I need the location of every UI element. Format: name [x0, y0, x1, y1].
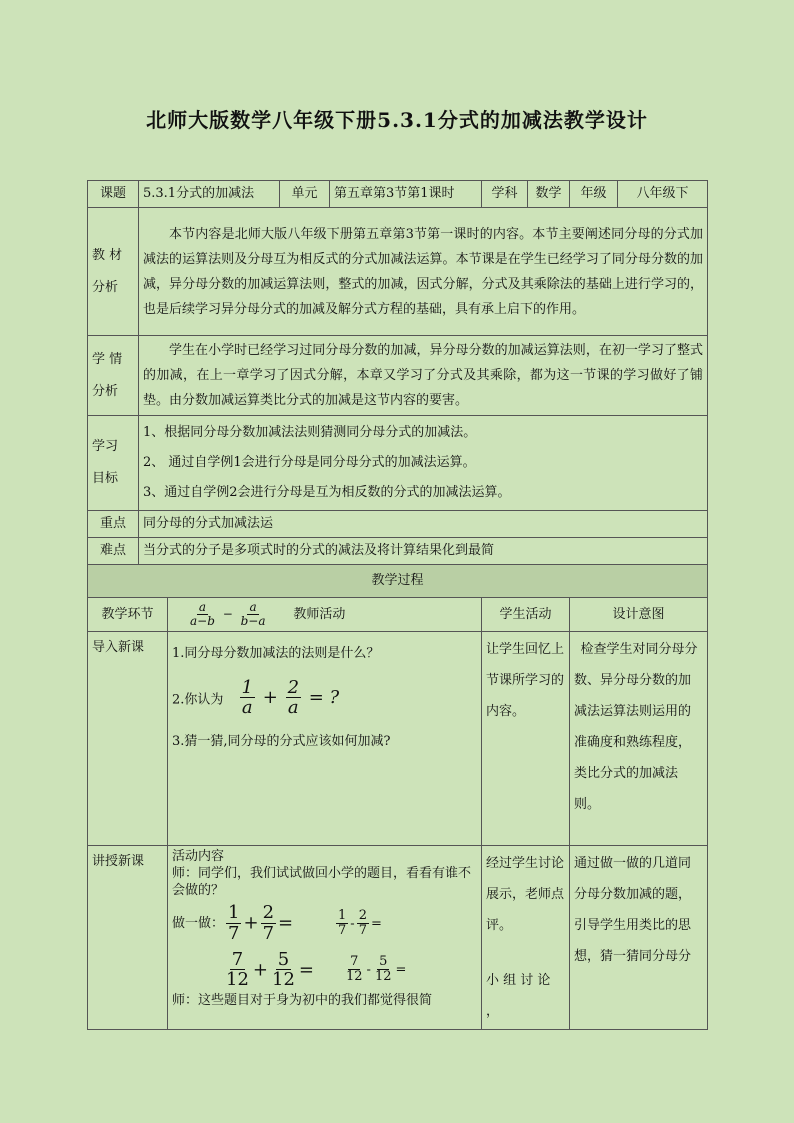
ex2-n2: 2: [358, 907, 367, 923]
difficulty-text: 当分式的分子是多项式时的分式的减法及将计算结果化到最简: [139, 538, 708, 565]
header-formula-left-num: a: [198, 599, 207, 614]
ex1-eq: =: [278, 912, 294, 934]
exercise-row-1: [172, 903, 477, 944]
intro-intent: 检查学生对同分母分数、异分母分数的加减法运算法则运用的准确度和熟练程度，类比分式的加减法则。: [570, 632, 708, 846]
subject-label: 学科: [482, 181, 528, 208]
col-intent-header: 设计意图: [570, 598, 708, 632]
grade-value: 八年级下: [618, 181, 708, 208]
unit-label: 单元: [280, 181, 330, 208]
col-teacher-label: 教师活动: [293, 607, 346, 622]
exercise-2: [334, 909, 382, 939]
topic-value: 5.3.1分式的加减法: [139, 181, 280, 208]
key-point-text: 同分母的分式加减法运: [139, 511, 708, 538]
grade-label: 年级: [570, 181, 618, 208]
ex4-n2: 5: [379, 954, 388, 970]
intro-row: [88, 632, 708, 846]
col-student-header: 学生活动: [482, 598, 570, 632]
ex2-d2: 7: [358, 922, 367, 938]
exercise-4: [342, 955, 406, 985]
intro-q3: 3.猜一猜,同分母的分式应该如何加减?: [172, 734, 391, 750]
ex3-d2: 12: [272, 969, 295, 991]
topic-label: 课题: [88, 181, 139, 208]
intro-stage: 导入新课: [88, 632, 168, 846]
ex3-n1: 7: [231, 948, 244, 970]
objectives-label-line2: 目标: [92, 471, 119, 486]
ex4-op: -: [366, 962, 371, 978]
process-band-row: [88, 565, 708, 598]
ex1-d1: 7: [228, 922, 240, 944]
subject-value: 数学: [528, 181, 570, 208]
ex2-eq: =: [370, 915, 382, 931]
textbook-label-line2: 分析: [92, 279, 119, 295]
key-point-row: [88, 511, 708, 538]
new-lesson-row: [88, 846, 708, 1030]
q2-tail: = ?: [308, 686, 340, 708]
learner-label-line1: 学 情: [92, 351, 123, 367]
process-band-title: 教学过程: [88, 565, 708, 598]
header-formula-left-den: a−b: [190, 614, 215, 628]
new-lesson-teacher-cell: [168, 846, 482, 1030]
header-formula: [186, 599, 273, 628]
intro-teacher-cell: [168, 632, 482, 846]
try-label: 做一做：: [172, 915, 225, 931]
exercise-1: [224, 903, 334, 944]
ex1-n2: 2: [262, 902, 275, 923]
teacher-tail: 师：这些题目对于身为初中的我们都觉得很简: [172, 993, 433, 1009]
ex2-n1: 1: [338, 907, 347, 923]
learner-analysis-text: 学生在小学时已经学习过同分母分数的加减，异分母分数的加减运算法则，在初一学习了整式的加减，在上一章学习了因式分解，本章又学习了分式及其乘除，都为这一节课的学习做好了铺垫。由分数加减运算类比分式的加减是这节内容的要害。: [139, 336, 708, 416]
header-formula-op: −: [222, 607, 233, 621]
q2-f1-den: a: [241, 697, 253, 719]
objective-item: 3、通过自学例2会进行分母是互为相反数的分式的加减法运算。: [143, 485, 511, 500]
intro-q2-formula: [238, 676, 340, 719]
ex1-n1: 1: [228, 902, 240, 923]
ex2-d1: 7: [338, 922, 347, 938]
q2-f2-num: 2: [287, 676, 300, 698]
ex4-n1: 7: [350, 954, 359, 970]
difficulty-row: [88, 538, 708, 565]
info-row: [88, 181, 708, 208]
ex3-op: +: [252, 958, 268, 980]
new-lesson-intent: 通过做一做的几道同分母分数加减的题，引导学生用类比的思想，猜一猜同分母分: [570, 846, 708, 1030]
objective-item: 2、 通过自学例1会进行分母是同分母分式的加减法运算。: [143, 455, 476, 470]
difficulty-label: 难点: [88, 538, 139, 565]
ex3-eq: =: [298, 958, 314, 980]
col-stage-header: 教学环节: [88, 598, 168, 632]
textbook-analysis-text: 本节内容是北师大版八年级下册第五章第3节第一课时的内容。本节主要阐述同分母的分式加减法的运算法则及分母互为相反式的分式加减法运算。本节课是在学生已经学习了同分母分数的加减，异分母分数的加减运算法则，整式的加减，因式分解，分式及其乘除法的基础上进行学习的，也是后续学习异分母分式的加减及解分式方程的基础，具有承上启下的作用。: [139, 208, 708, 336]
q2-f1-num: 1: [241, 676, 253, 698]
student-line-2: 小 组 讨 论 ，: [486, 973, 551, 1019]
header-formula-right-den: b−a: [240, 614, 266, 628]
activity-title: 活动内容: [172, 849, 225, 864]
header-formula-right-num: a: [249, 599, 257, 614]
exercise-3: [222, 950, 342, 991]
ex4-eq: =: [395, 962, 407, 978]
student-line-1: 经过学生讨论展示，老师点评。: [486, 856, 565, 933]
objectives-list: [139, 416, 708, 511]
intro-student: 让学生回忆上节课所学习的内容。: [482, 632, 570, 846]
intro-q2-prefix: 2.你认为: [172, 691, 224, 707]
process-header-row: [88, 598, 708, 632]
textbook-label-line1: 教 材: [92, 247, 123, 263]
unit-value: 第五章第3节第1课时: [330, 181, 482, 208]
objectives-row: [88, 416, 708, 511]
q2-op: +: [262, 686, 278, 708]
learner-analysis-label: [88, 336, 139, 416]
ex1-op: +: [243, 912, 259, 934]
ex2-op: -: [350, 915, 355, 931]
exercise-row-2: [172, 950, 477, 991]
new-lesson-stage: 讲授新课: [88, 846, 168, 1030]
teacher-line: 师：同学们，我们试试做回小学的题目，看看有谁不会做的？: [172, 866, 472, 898]
intro-q1: 1.同分母分数加减法的法则是什么？: [172, 646, 380, 661]
ex3-n2: 5: [277, 948, 290, 970]
lesson-plan-table: [87, 180, 708, 1030]
ex4-d2: 12: [374, 969, 392, 985]
q2-f2-den: a: [287, 697, 299, 719]
ex1-d2: 7: [262, 922, 275, 944]
new-lesson-student: [482, 846, 570, 1030]
col-teacher-header: [168, 598, 482, 632]
document-title: 北师大版数学八年级下册5.3.1分式的加减法教学设计: [146, 108, 648, 132]
objective-item: 1、根据同分母分数加减法法则猜测同分母分式的加减法。: [143, 425, 477, 440]
textbook-analysis-row: [88, 208, 708, 336]
ex4-d1: 12: [346, 969, 363, 985]
objectives-label: [88, 416, 139, 511]
ex3-d1: 12: [226, 969, 249, 991]
textbook-analysis-label: [88, 208, 139, 336]
learner-analysis-row: [88, 336, 708, 416]
learner-label-line2: 分析: [92, 383, 119, 399]
objectives-label-line1: 学习: [92, 439, 119, 454]
key-point-label: 重点: [88, 511, 139, 538]
intro-q2: [172, 678, 477, 719]
